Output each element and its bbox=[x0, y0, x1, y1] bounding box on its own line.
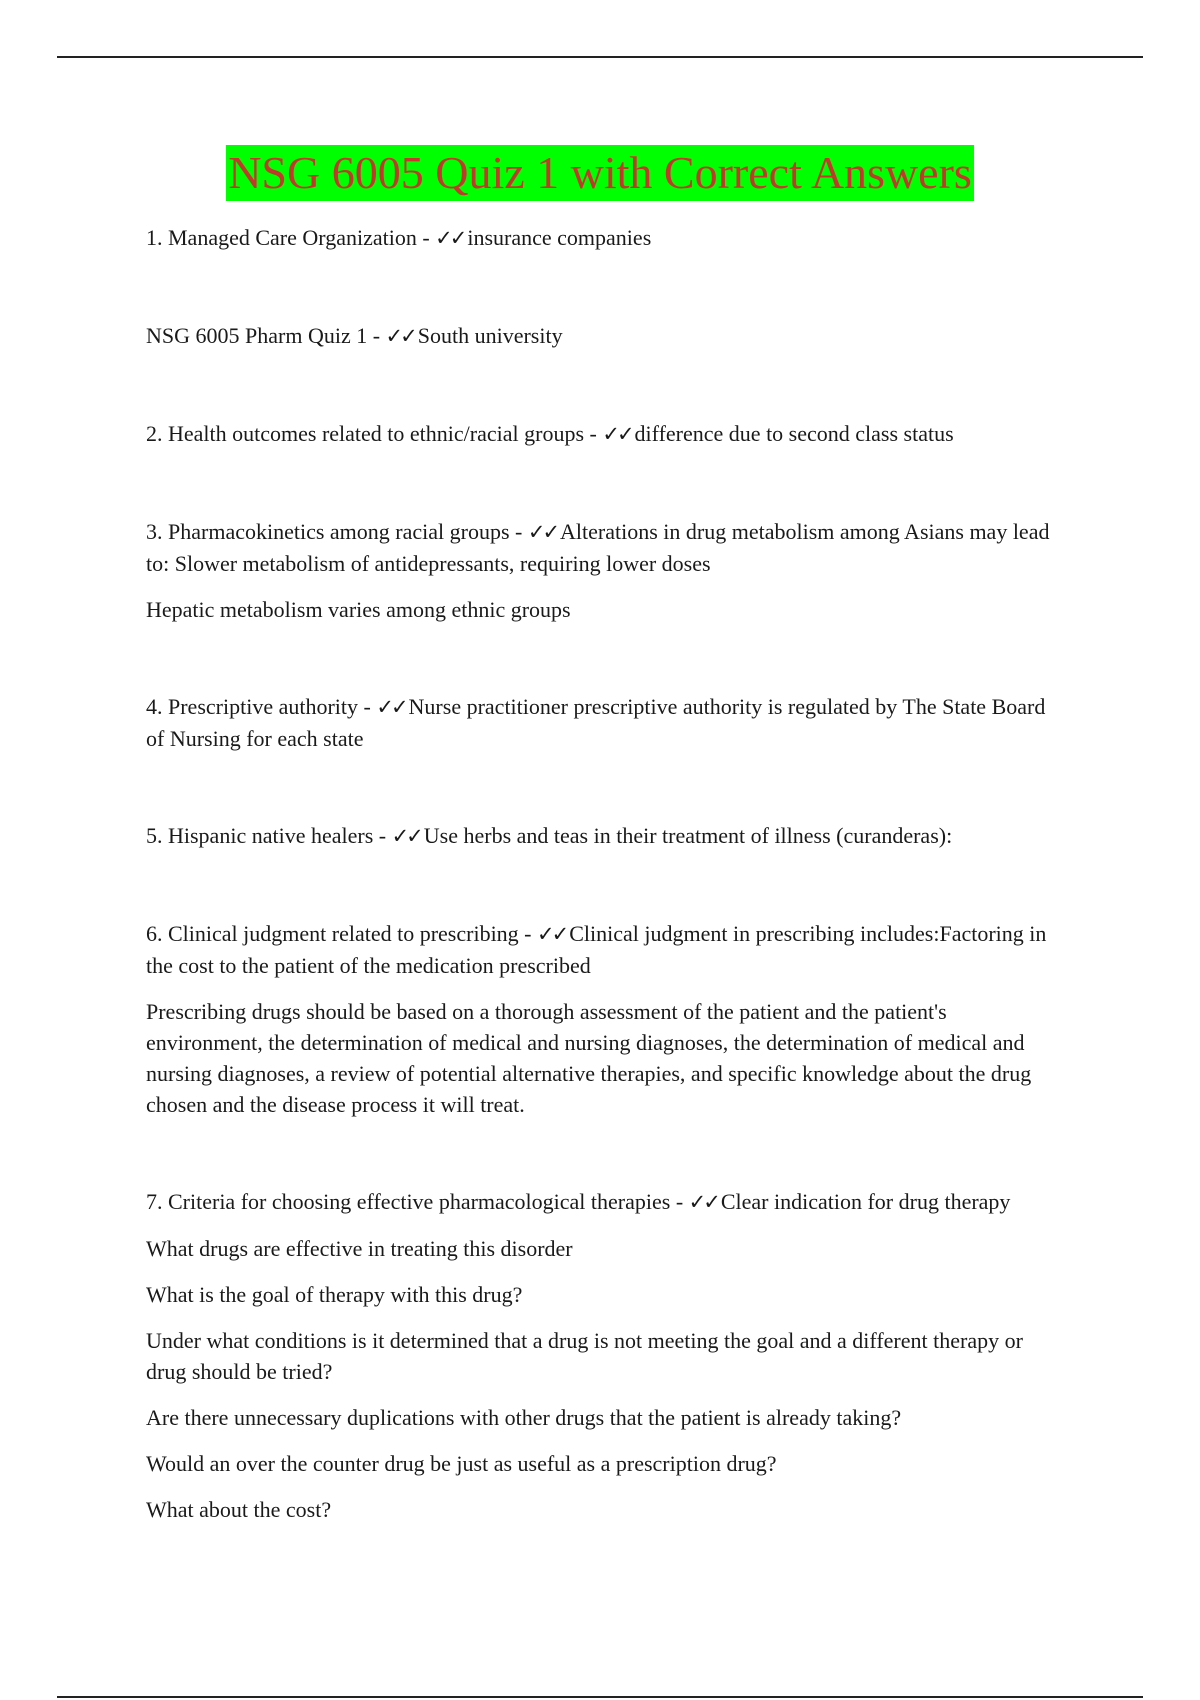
check-icon: ✓✓ bbox=[688, 1190, 718, 1214]
answer-text: Clinical judgment in prescribing includes:Factoring in the cost to the patient of the medication prescribed bbox=[146, 921, 1047, 978]
question-term: 3. Pharmacokinetics among racial groups - bbox=[146, 519, 528, 544]
quiz-item bbox=[146, 820, 1066, 852]
answer-detail: Hepatic metabolism varies among ethnic groups bbox=[146, 597, 571, 622]
quiz-item bbox=[146, 418, 1066, 450]
answer-detail: What drugs are effective in treating this disorder bbox=[146, 1236, 573, 1261]
answer-detail: Would an over the counter drug be just as useful as a prescription drug? bbox=[146, 1451, 777, 1476]
answer-text: Clear indication for drug therapy bbox=[720, 1189, 1011, 1214]
quiz-item bbox=[146, 222, 1066, 254]
answer-text: insurance companies bbox=[467, 225, 652, 250]
answer-detail: Prescribing drugs should be based on a thorough assessment of the patient and the patient's environment, the determination of medical and nursing diagnoses, the determination of medical and nursing diagnoses, a review of potential alternative therapies, and specific knowledge about the drug chosen and the disease process it will treat. bbox=[146, 999, 1032, 1117]
answer-text: Alterations in drug metabolism among Asians may lead to: Slower metabolism of antidepressants, requiring lower doses bbox=[146, 519, 1050, 576]
question-term: 6. Clinical judgment related to prescribing - bbox=[146, 921, 538, 946]
answer-detail: What about the cost? bbox=[146, 1497, 332, 1522]
question-term: 2. Health outcomes related to ethnic/racial groups - bbox=[146, 421, 603, 446]
answer-text: South university bbox=[417, 323, 563, 348]
quiz-content bbox=[146, 222, 1066, 1525]
top-rule bbox=[57, 56, 1143, 58]
answer-text: Use herbs and teas in their treatment of illness (curanderas): bbox=[423, 823, 953, 848]
check-icon: ✓✓ bbox=[376, 695, 406, 719]
quiz-item bbox=[146, 691, 1066, 754]
answer-text: Nurse practitioner prescriptive authority is regulated by The State Board of Nursing for each state bbox=[146, 694, 1046, 751]
check-icon: ✓✓ bbox=[602, 422, 632, 446]
document-title: NSG 6005 Quiz 1 with Correct Answers bbox=[226, 145, 974, 201]
check-icon: ✓✓ bbox=[537, 922, 567, 946]
bottom-rule bbox=[57, 1696, 1143, 1698]
check-icon: ✓✓ bbox=[435, 226, 465, 250]
quiz-item bbox=[146, 918, 1066, 981]
question-term: 1. Managed Care Organization - bbox=[146, 225, 436, 250]
answer-detail: Are there unnecessary duplications with other drugs that the patient is already taking? bbox=[146, 1405, 902, 1430]
question-term: 7. Criteria for choosing effective pharmacological therapies - bbox=[146, 1189, 689, 1214]
answer-detail: What is the goal of therapy with this drug? bbox=[146, 1282, 523, 1307]
quiz-item bbox=[146, 516, 1066, 579]
answer-text: difference due to second class status bbox=[634, 421, 954, 446]
question-term: 5. Hispanic native healers - bbox=[146, 823, 392, 848]
check-icon: ✓✓ bbox=[391, 824, 421, 848]
quiz-item bbox=[146, 1186, 1066, 1218]
answer-detail: Under what conditions is it determined that a drug is not meeting the goal and a different therapy or drug should be tried? bbox=[146, 1328, 1023, 1384]
question-term: NSG 6005 Pharm Quiz 1 - bbox=[146, 323, 386, 348]
quiz-item bbox=[146, 320, 1066, 352]
check-icon: ✓✓ bbox=[527, 520, 558, 544]
title-container bbox=[0, 145, 1200, 201]
question-term: 4. Prescriptive authority - bbox=[146, 694, 377, 719]
check-icon: ✓✓ bbox=[385, 324, 415, 348]
